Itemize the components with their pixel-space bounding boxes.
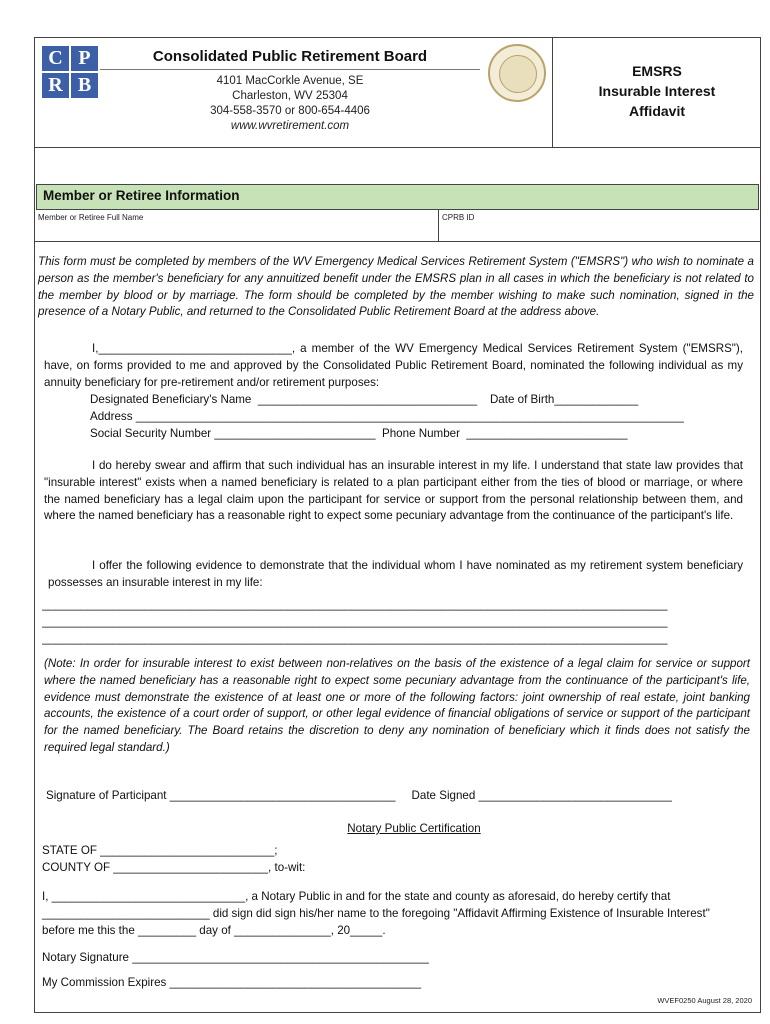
note-paragraph: (Note: In order for insurable interest to exist between non-relatives on the basis of the existence of a legal claim for service or support where the named beneficiary has a reasonable right to expect some pecuniary advantage from the continuance of the participant's life, evidence must demonstrate the existence of at least one or more of the following factors: joint ownership of real estate, joint banking accounts, the existence of a court order of support, or other legal evidence of financial obligations of service or support of the participant for the named beneficiary. The Board retains the discretion to deny any nomination of beneficiary which it finds does not satisfy the required legal standard.) (44, 657, 750, 754)
notary-title: Notary Public Certification (347, 822, 481, 835)
form-title-line-1: EMSRS (632, 63, 682, 79)
evidence-line-3[interactable]: _________________________________________________________________________________________________ (42, 632, 668, 645)
evidence-line-1[interactable]: _________________________________________________________________________________________________ (42, 598, 668, 611)
notary-signature-line[interactable]: Notary Signature ______________________________________________ (42, 951, 429, 964)
beneficiary-address-line[interactable]: Address _____________________________________________________________________________________ (90, 410, 684, 423)
header-divider (34, 147, 761, 148)
field-divider (438, 210, 439, 242)
form-title-line-3: Affidavit (629, 103, 685, 119)
notary-certification-paragraph: I, ______________________________, a Notary Public in and for the state and county as aforesaid, do hereby certify that __________________________ did sign did sign his/her name to the foregoing "Affidavit Affirming Existence of Insurable Interest" before me this the _________ day of _______________, 20_____. (42, 890, 710, 937)
org-address-2: Charleston, WV 25304 (232, 90, 348, 102)
commission-expires-line[interactable]: My Commission Expires _______________________________________ (42, 976, 422, 989)
evidence-paragraph: I offer the following evidence to demonstrate that the individual whom I have nominated as my retirement system beneficiary possesses an insurable interest in my life: (48, 559, 743, 589)
nomination-paragraph: I,______________________________, a member of the WV Emergency Medical Services Retirement System ("EMSRS"), have, on forms provided to me and approved by the Consolidated Public Retirement Board, nominated the following individual as my annuity beneficiary for pre-retirement and/or retirement purposes: (44, 342, 743, 389)
affirm-paragraph: I do hereby swear and affirm that such individual has an insurable interest in my life. I understand that state law provides that "insurable interest" exists when a named beneficiary is related to a plan participant either from the ties of blood or marriage, or where the named beneficiary has a legal claim upon the participant for service or support from the personal relationship between them, and where the named beneficiary has a reasonable right to expect some pecuniary advantage from the continuance of the participant's life. (44, 459, 743, 523)
member-name-label: Member or Retiree Full Name (38, 213, 144, 222)
beneficiary-ssn-phone-line[interactable]: Social Security Number _________________________ Phone Number _________________________ (90, 427, 628, 440)
org-phone: 304-558-3570 or 800-654-4406 (210, 105, 370, 117)
cprb-id-field[interactable] (442, 222, 758, 240)
org-name: Consolidated Public Retirement Board (100, 48, 480, 70)
form-title-line-2: Insurable Interest (598, 83, 716, 99)
logo-letter-b: B (71, 73, 98, 98)
intro-paragraph: This form must be completed by members of the WV Emergency Medical Services Retirement System ("EMSRS") who wish to nominate a person as the member's beneficiary for any annuitized benefit under the EMSRS plan in all cases in which the beneficiary is not related to the member by blood or by marriage. The form should be completed by the member wishing to make such nomination, signed in the presence of a Notary Public, and returned to the Consolidated Public Retirement Board at the address above. (38, 255, 754, 319)
member-section-header: Member or Retiree Information (36, 184, 759, 210)
member-name-field[interactable] (36, 222, 436, 240)
logo-letter-p: P (71, 46, 98, 71)
form-code: WVEF0250 August 28, 2020 (657, 996, 752, 1005)
participant-signature-line[interactable]: Signature of Participant ___________________________________ Date Signed ______________________________ (46, 789, 672, 802)
evidence-line-2[interactable]: _________________________________________________________________________________________________ (42, 615, 668, 628)
org-header (100, 48, 480, 134)
logo-letter-r: R (42, 73, 69, 98)
org-address-1: 4101 MacCorkle Avenue, SE (216, 75, 364, 87)
state-seal-icon (488, 44, 546, 102)
org-website: www.wvretirement.com (230, 120, 350, 132)
beneficiary-name-line[interactable]: Designated Beneficiary's Name __________________________________ Date of Birth_____________ (90, 393, 639, 406)
state-of-line[interactable]: STATE OF ___________________________; (42, 844, 278, 857)
cprb-logo (42, 46, 98, 98)
cprb-id-label: CPRB ID (442, 213, 475, 222)
county-of-line[interactable]: COUNTY OF ________________________, to-wit: (42, 861, 306, 874)
logo-letter-c: C (42, 46, 69, 71)
form-title-box (552, 37, 761, 147)
